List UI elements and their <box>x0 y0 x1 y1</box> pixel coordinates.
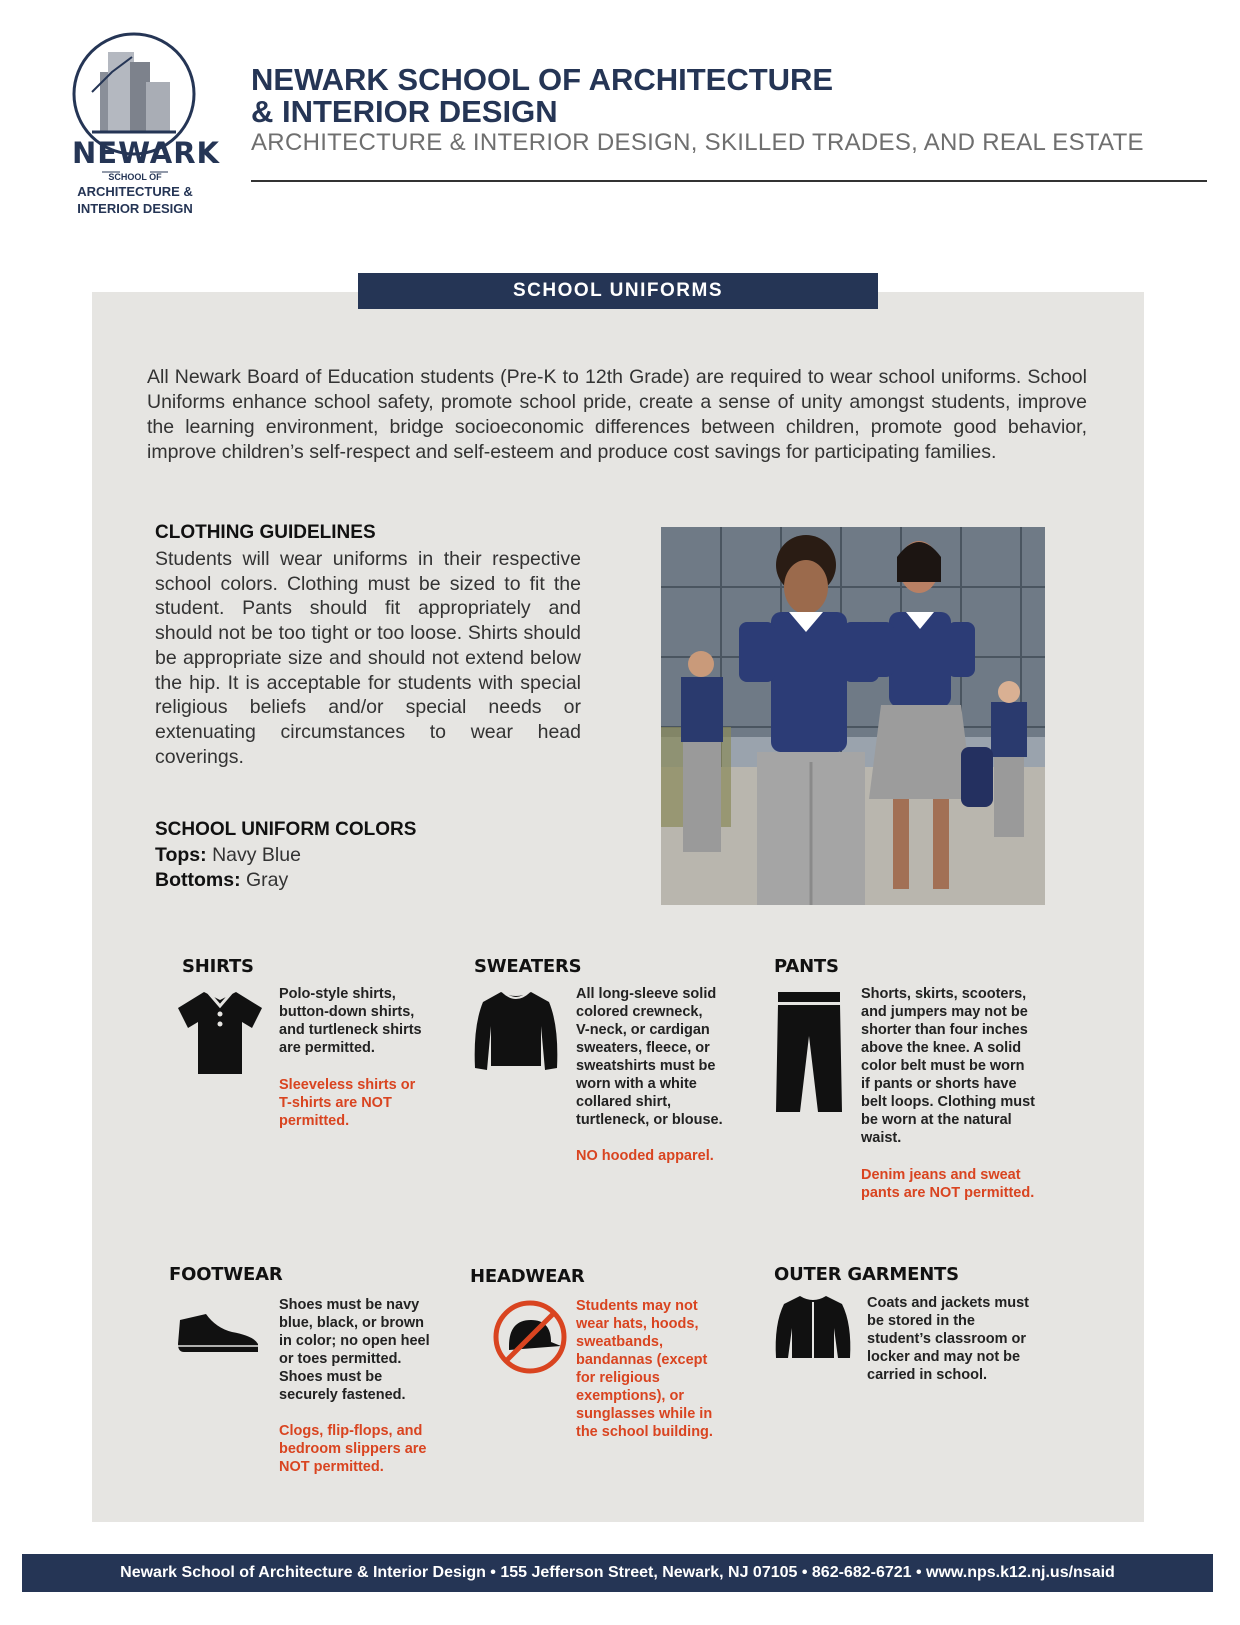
footwear-warning <box>279 1422 459 1476</box>
page-subtitle: ARCHITECTURE & INTERIOR DESIGN, SKILLED TRADES, AND REAL ESTATE <box>251 129 1144 156</box>
logo-subline-1: ARCHITECTURE & <box>77 184 193 199</box>
intro-paragraph: All Newark Board of Education students (Pre-K to 12th Grade) are required to wear school uniforms. School Uniforms enhance school safety, promote school pride, create a sense of unity amongst students, improve the learning environment, bridge socioeconomic differences between children, promote good behavior, improve children’s self-respect and self-esteem and produce cost savings for participating families. <box>147 366 1087 463</box>
outer-line: locker and may not be <box>867 1349 1021 1365</box>
footwear-line: Shoes must be navy <box>279 1297 420 1313</box>
sweaters-warning <box>576 1147 756 1165</box>
sweaters-line: colored crewneck, <box>576 1004 703 1020</box>
shirts-line: Polo-style shirts, <box>279 986 396 1002</box>
outer-line: Coats and jackets must <box>867 1295 1029 1311</box>
no-hat-icon <box>491 1298 569 1376</box>
headwear-title: HEADWEAR <box>470 1266 585 1287</box>
shirts-warning-line: Sleeveless shirts or <box>279 1077 416 1093</box>
pants-title: PANTS <box>774 956 839 977</box>
logo-school-of: SCHOOL OF <box>108 172 162 182</box>
logo-wordmark: NEWARK <box>72 136 221 170</box>
logo-subline-2: INTERIOR DESIGN <box>77 201 193 216</box>
footwear-warning-line: Clogs, flip-flops, and <box>279 1423 423 1439</box>
footwear-line: in color; no open heel <box>279 1333 430 1349</box>
headwear-warning-line: wear hats, hoods, <box>576 1316 699 1332</box>
pants-line: belt loops. Clothing must <box>861 1094 1035 1110</box>
clothing-guidelines-heading: CLOTHING GUIDELINES <box>155 522 376 543</box>
footwear-description <box>279 1296 459 1404</box>
footer-contact-bar: Newark School of Architecture & Interior Design • 155 Jefferson Street, Newark, NJ 07105 • 862-682-6721 • www.nps.k12.nj.us/nsaid <box>22 1554 1213 1592</box>
pants-warning-line: pants are NOT permitted. <box>861 1185 1035 1201</box>
headwear-warning-line: sunglasses while in <box>576 1406 713 1422</box>
shirts-line: button-down shirts, <box>279 1004 415 1020</box>
outer-garments-description <box>867 1294 1067 1384</box>
shirts-title: SHIRTS <box>182 956 254 977</box>
headwear-warning-line: exemptions), or <box>576 1388 684 1404</box>
footwear-warning-line: bedroom slippers are <box>279 1441 427 1457</box>
outer-line: be stored in the <box>867 1313 975 1329</box>
tops-color <box>155 844 301 867</box>
pants-icon <box>774 990 844 1114</box>
tops-label: Tops: <box>155 844 207 866</box>
outer-line: carried in school. <box>867 1367 988 1383</box>
headwear-warning <box>576 1297 756 1441</box>
shirts-line: and turtleneck shirts <box>279 1022 422 1038</box>
students-uniform-photo <box>661 527 1045 905</box>
headwear-warning-line: bandannas (except <box>576 1352 708 1368</box>
pants-line: and jumpers may not be <box>861 1004 1028 1020</box>
shirts-warning-line: T-shirts are NOT <box>279 1095 392 1111</box>
sweaters-description <box>576 985 756 1129</box>
pants-line: waist. <box>861 1130 902 1146</box>
sweaters-line: turtleneck, or blouse. <box>576 1112 723 1128</box>
headwear-warning-line: for religious <box>576 1370 660 1386</box>
footwear-line: or toes permitted. <box>279 1351 402 1367</box>
shirts-warning <box>279 1076 449 1130</box>
footwear-line: Shoes must be <box>279 1369 383 1385</box>
sweaters-line: V-neck, or cardigan <box>576 1022 710 1038</box>
bottoms-label: Bottoms: <box>155 869 241 891</box>
sweaters-line: All long-sleeve solid <box>576 986 717 1002</box>
clothing-guidelines-body: Students will wear uniforms in their respective school colors. Clothing must be sized to fit the student. Pants should fit appropriately and should not be too tight or too loose. Shirts should be appropriate size and should not extend below the hip. It is acceptable for students with special religious beliefs and/or special needs or extenuating circumstances to wear head coverings. <box>155 548 581 768</box>
shirts-warning-line: permitted. <box>279 1113 350 1129</box>
sweaters-line: collared shirt, <box>576 1094 672 1110</box>
polo-shirt-icon <box>174 986 266 1078</box>
footwear-warning-line: NOT permitted. <box>279 1459 384 1475</box>
sweaters-line: sweatshirts must be <box>576 1058 716 1074</box>
headwear-warning-line: sweatbands, <box>576 1334 664 1350</box>
bottoms-color <box>155 869 288 892</box>
pants-line: if pants or shorts have <box>861 1076 1017 1092</box>
pants-line: above the knee. A solid <box>861 1040 1022 1056</box>
uniform-colors-heading: SCHOOL UNIFORM COLORS <box>155 819 417 840</box>
sweaters-line: worn with a white <box>576 1076 697 1092</box>
pants-line: color belt must be worn <box>861 1058 1025 1074</box>
footwear-line: securely fastened. <box>279 1387 406 1403</box>
page-title-line-2: & INTERIOR DESIGN <box>251 94 558 129</box>
footwear-title: FOOTWEAR <box>169 1264 283 1285</box>
tops-value: Navy Blue <box>212 844 301 866</box>
pants-description <box>861 985 1071 1147</box>
header-divider <box>251 180 1207 182</box>
outer-garments-title: OUTER GARMENTS <box>774 1264 959 1285</box>
sweaters-title: SWEATERS <box>474 956 582 977</box>
outer-line: student’s classroom or <box>867 1331 1027 1347</box>
headwear-warning-line: the school building. <box>576 1424 713 1440</box>
pants-line: be worn at the natural <box>861 1112 1012 1128</box>
sweater-icon <box>473 986 559 1078</box>
bottoms-value: Gray <box>246 869 289 891</box>
pants-line: Shorts, skirts, scooters, <box>861 986 1027 1002</box>
section-banner: SCHOOL UNIFORMS <box>358 273 878 309</box>
shirts-line: are permitted. <box>279 1040 375 1056</box>
pants-warning-line: Denim jeans and sweat <box>861 1167 1021 1183</box>
shirts-description <box>279 985 449 1057</box>
pants-warning <box>861 1166 1071 1202</box>
shoe-icon <box>176 1310 260 1356</box>
jacket-icon <box>774 1294 852 1362</box>
page-title-line-1: NEWARK SCHOOL OF ARCHITECTURE <box>251 62 834 97</box>
sweaters-line: sweaters, fleece, or <box>576 1040 710 1056</box>
headwear-warning-line: Students may not <box>576 1298 698 1314</box>
sweaters-warning-line: NO hooded apparel. <box>576 1148 714 1164</box>
footwear-line: blue, black, or brown <box>279 1315 425 1331</box>
pants-line: shorter than four inches <box>861 1022 1028 1038</box>
